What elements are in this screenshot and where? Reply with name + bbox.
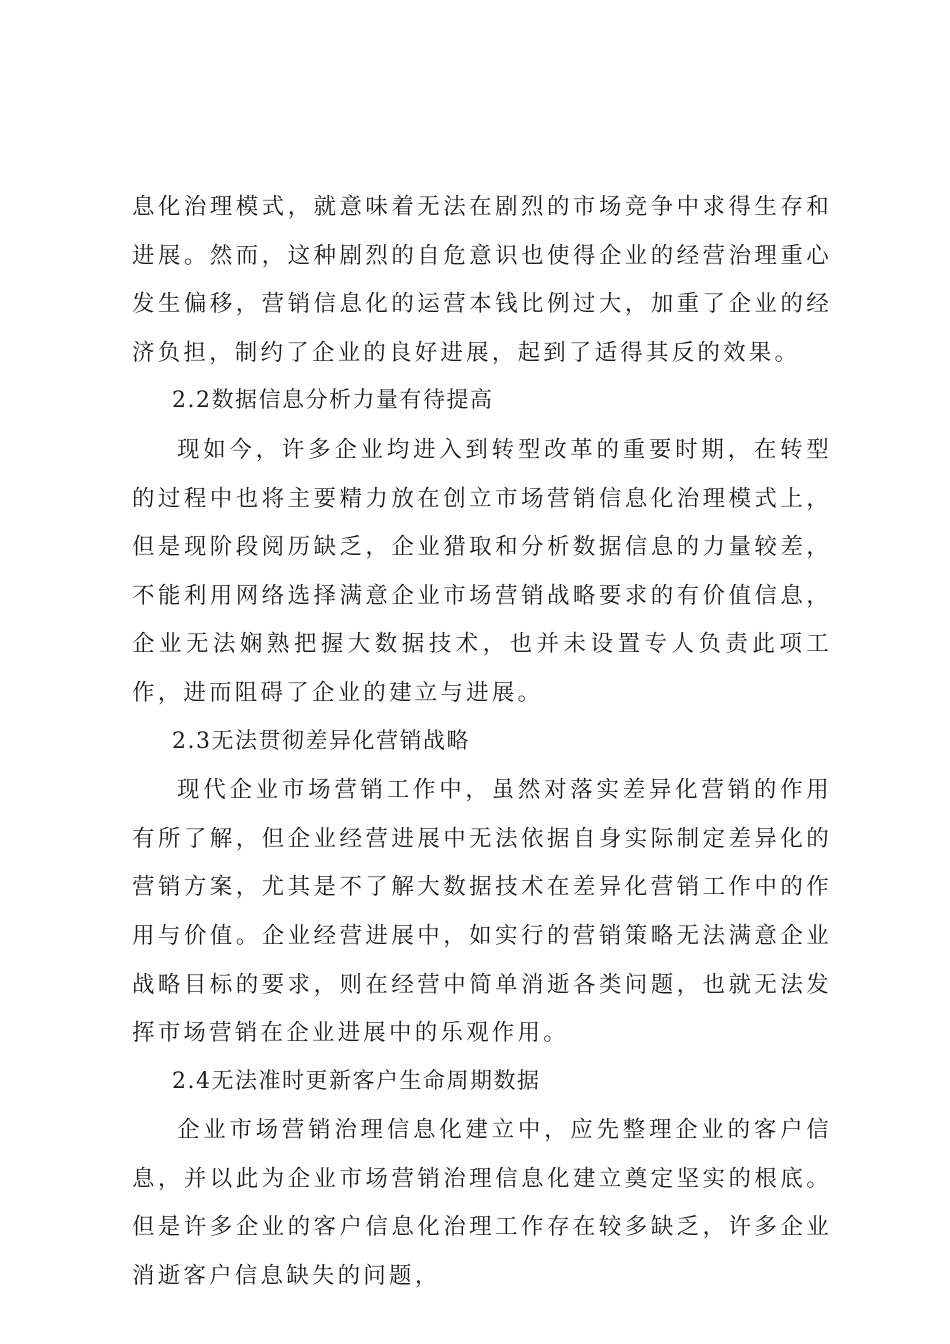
- paragraph-differentiated-marketing: 现代企业市场营销工作中，虽然对落实差异化营销的作用有所了解，但企业经营进展中无法依据自身实际制定差异化的营销方案，尤其是不了解大数据技术在差异化营销工作中的作用与价值。企业经营进展中，如实行的营销策略无法满意企业战略目标的要求，则在经营中简单消逝各类问题，也就无法发挥市场营销在企业进展中的乐观作用。: [132, 777, 832, 1047]
- section-heading-2-4: 2.4无法准时更新客户生命周期数据: [172, 1068, 541, 1094]
- document-body: [132, 183, 832, 1301]
- paragraph-continuation: 息化治理模式，就意味着无法在剧烈的市场竞争中求得生存和进展。然而，这种剧烈的自危意识也使得企业的经营治理重心发生偏移，营销信息化的运营本钱比例过大，加重了企业的经济负担，制约了企业的良好进展，起到了适得其反的效果。: [132, 194, 832, 366]
- section-heading-2-3: 2.3无法贯彻差异化营销战略: [172, 728, 470, 754]
- paragraph-customer-lifecycle: 企业市场营销治理信息化建立中，应先整理企业的客户信息，并以此为企业市场营销治理信息化建立奠定坚实的根底。但是许多企业的客户信息化治理工作存在较多缺乏，许多企业消逝客户信息缺失的问题，: [132, 1117, 832, 1290]
- section-heading-2-2: 2.2数据信息分析力量有待提高: [172, 388, 494, 414]
- paragraph-data-analysis: 现如今，许多企业均进入到转型改革的重要时期，在转型的过程中也将主要精力放在创立市场营销信息化治理模式上，但是现阶段阅历缺乏，企业猎取和分析数据信息的力量较差，不能利用网络选择满意企业市场营销战略要求的有价值信息，企业无法娴熟把握大数据技术，也并未设置专人负责此项工作，进而阻碍了企业的建立与进展。: [132, 436, 832, 706]
